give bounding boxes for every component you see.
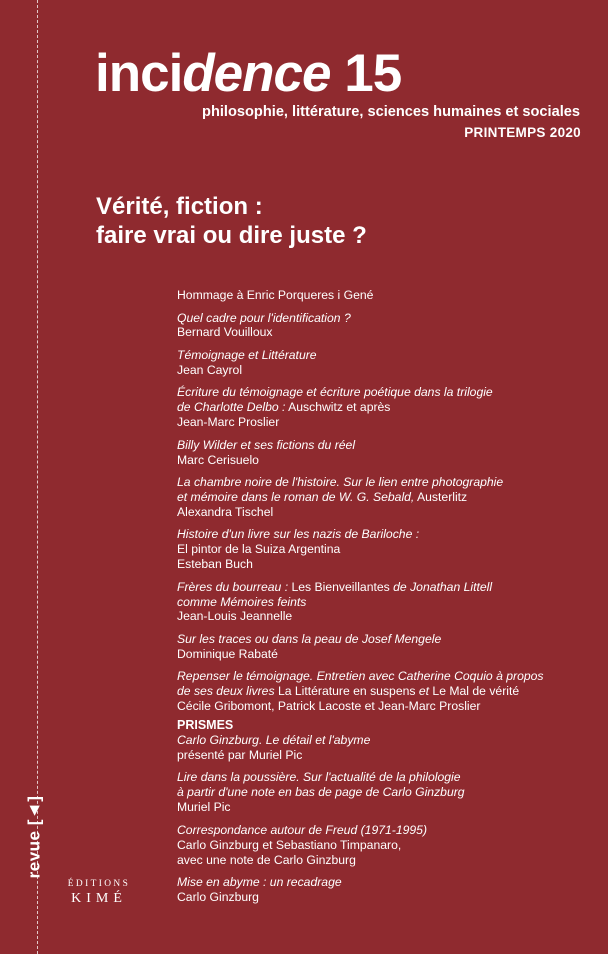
issue-title-line-2: faire vrai ou dire juste ? — [96, 222, 367, 249]
book-title: Auschwitz et après — [285, 400, 391, 415]
publisher-logo — [57, 878, 141, 908]
article-title-line-2 — [177, 490, 592, 505]
toc-entry — [177, 580, 592, 625]
title-part-1: inci — [95, 44, 183, 103]
article-title: Repenser le témoignage. Entretien avec Catherine Coquio à propos — [177, 669, 544, 684]
toc-entry — [177, 311, 592, 341]
toc-entry — [177, 669, 592, 714]
publisher-top: ÉDITIONS — [67, 879, 131, 889]
issue-title — [96, 192, 367, 250]
toc-hommage — [177, 288, 592, 303]
toc-entry — [177, 823, 592, 868]
toc-entry — [177, 527, 592, 572]
article-title: Billy Wilder et ses fictions du réel — [177, 437, 356, 452]
article-author: Jean Cayrol — [177, 362, 243, 377]
toc-entry — [177, 632, 592, 662]
toc-entry — [177, 348, 592, 378]
spine-text: revue [◄] — [24, 795, 44, 879]
issue-season: PRINTEMPS 2020 — [464, 125, 581, 140]
section-heading: PRISMES — [177, 718, 234, 733]
book-title: Le Mal de vérité — [429, 684, 520, 699]
article-author: Bernard Vouilloux — [177, 325, 273, 340]
toc-entry — [177, 438, 592, 468]
book-title: Les Bienveillantes — [288, 579, 394, 594]
book-title: Austerlitz — [414, 489, 468, 504]
article-title-line-2 — [177, 400, 592, 415]
article-title-line-2: à partir d'une note en bas de page de Carlo Ginzburg — [177, 785, 465, 800]
journal-subtitle: philosophie, littérature, sciences humaines et sociales — [202, 104, 580, 120]
article-title: Sur les traces ou dans la peau de Josef Mengele — [177, 631, 442, 646]
article-title: La chambre noire de l'histoire. Sur le lien entre photographie — [177, 475, 504, 490]
title-fragment: de Jonathan Littell — [393, 579, 493, 594]
article-author: Carlo Ginzburg et Sebastiano Timpanaro, — [177, 837, 402, 852]
article-author: présenté par Muriel Pic — [177, 747, 303, 762]
article-author: Alexandra Tischel — [177, 504, 274, 519]
article-title: Mise en abyme : un recadrage — [177, 875, 342, 890]
article-title: Quel cadre pour l'identification ? — [177, 310, 351, 325]
issue-title-line-1: Vérité, fiction : — [96, 193, 263, 220]
toc-entry — [177, 875, 592, 905]
book-title: La Littérature en suspens — [274, 684, 419, 699]
article-title: Lire dans la poussière. Sur l'actualité de la philologie — [177, 770, 461, 785]
article-author: Esteban Buch — [177, 557, 253, 572]
table-of-contents — [177, 288, 592, 912]
title-fragment: et mémoire dans le roman de W. G. Sebald, — [177, 489, 415, 504]
title-part-2: dence — [182, 44, 331, 103]
article-author: Jean-Louis Jeannelle — [177, 609, 293, 624]
article-author: Cécile Gribomont, Patrick Lacoste et Jean-Marc Proslier — [177, 699, 481, 714]
title-fragment: de Charlotte Delbo : — [177, 400, 286, 415]
title-fragment: Frères du bourreau : — [177, 579, 289, 594]
article-title — [177, 580, 592, 595]
article-title: Carlo Ginzburg. Le détail et l'abyme — [177, 733, 371, 747]
article-title: Correspondance autour de Freud (1971-1995) — [177, 822, 428, 837]
spine-label — [18, 795, 44, 879]
book-title: El pintor de la Suiza Argentina — [177, 542, 341, 557]
journal-title — [95, 46, 401, 102]
toc-entry — [177, 733, 592, 763]
article-title-line-2 — [177, 684, 592, 699]
publisher-name: KIMÉ — [71, 891, 127, 906]
hommage-line: Hommage à Enric Porqueres i Gené — [177, 288, 374, 302]
toc-entry — [177, 475, 592, 520]
article-author: Dominique Rabaté — [177, 646, 278, 661]
title-fragment: de ses deux livres — [177, 684, 275, 699]
toc-entry — [177, 385, 592, 430]
title-fragment: et — [418, 684, 430, 699]
issue-number: 15 — [344, 44, 402, 103]
article-title-line-2: comme Mémoires feints — [177, 594, 307, 609]
article-author: Muriel Pic — [177, 800, 231, 815]
toc-entry — [177, 770, 592, 815]
article-author: Carlo Ginzburg — [177, 889, 259, 904]
article-author-line-2: avec une note de Carlo Ginzburg — [177, 852, 356, 867]
article-author: Jean-Marc Proslier — [177, 415, 280, 430]
article-title: Histoire d'un livre sur les nazis de Bariloche : — [177, 527, 420, 542]
article-author: Marc Cerisuelo — [177, 452, 259, 467]
article-title: Écriture du témoignage et écriture poétique dans la trilogie — [177, 385, 493, 400]
article-title: Témoignage et Littérature — [177, 347, 317, 362]
